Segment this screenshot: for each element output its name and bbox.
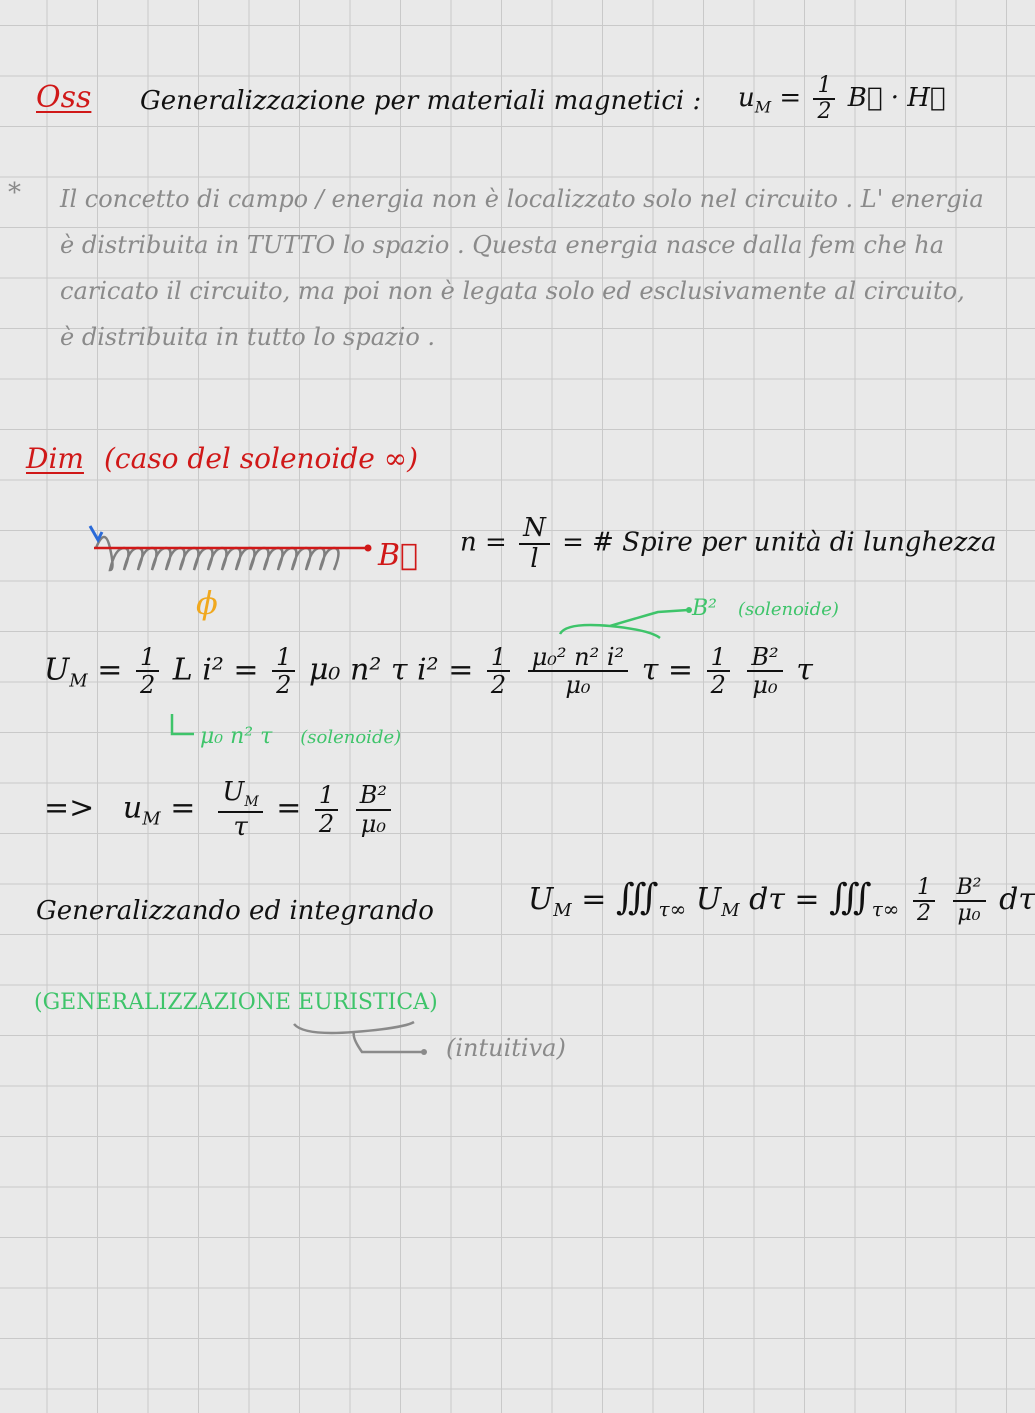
obs-text: Generalizzazione per materiali magnetici : <box>140 86 702 116</box>
b-annotation: B² (solenoide) <box>692 596 839 621</box>
note-paragraph <box>8 176 985 360</box>
flux-symbol: ϕ <box>196 584 218 622</box>
dim-text: (caso del solenoide ∞) <box>104 442 419 475</box>
dim-label: Dim <box>26 442 84 475</box>
solenoid-diagram <box>88 522 408 582</box>
note-text: Il concetto di campo / energia non è localizzato solo nel circuito . L' energia è distribuita in TUTTO lo spazio . Questa energia nasce dalla fem che ha caricato il circuito, ma poi non è legata solo ed esclusivamente al circuito, è distribuita in tutto lo spazio . <box>60 185 984 351</box>
general-text: Generalizzando ed integrando <box>36 896 434 926</box>
heuristic-note: (intuitiva) <box>446 1034 566 1062</box>
asterisk-icon: * <box>8 178 21 208</box>
energy-equation: $U_M$ = $\frac{1}{2}$ L i² = $\frac{1}{2}$ μ₀ n² τ i² = $\frac{1}{2}$ $\frac{\text{μ₀² n² i²}}{\text{μ₀}}$ τ = $\frac{1}{2}$ $\frac{\text{B²}}{\text{μ₀}}$ τ <box>44 643 813 700</box>
obs-formula: $u_M$ = $\frac{1}{2}$ B⃗ · H⃗ <box>738 73 946 125</box>
b-annotation-brace <box>556 604 696 644</box>
density-equation: => $u_M$ = $\frac{U_M}{\tau}$ = $\frac{1}{2}$ $\frac{\text{B²}}{\text{μ₀}}$ <box>44 778 395 841</box>
obs-label: Oss <box>36 80 92 115</box>
l-annotation: μ₀ n² τ (solenoide) <box>200 724 402 749</box>
l-annotation-arrow <box>168 712 198 742</box>
heuristic-brace <box>292 1020 432 1070</box>
general-integral: $U_M$ = $∭_{\tau\infty}$ $U_M$ $d\tau = ∭_{\tau\infty}$ $\frac{1}{2}$ $\frac{\text{B²}}{\text{μ₀}}$ dτ <box>528 875 1035 927</box>
current-arrow-icon <box>90 526 102 540</box>
n-definition: n = $\frac{N}{l}$ = # Spire per unità di lunghezza <box>460 513 997 574</box>
heuristic-label: (GENERALIZZAZIONE EURISTICA) <box>34 990 438 1015</box>
field-label-b: B⃗ <box>378 538 419 573</box>
